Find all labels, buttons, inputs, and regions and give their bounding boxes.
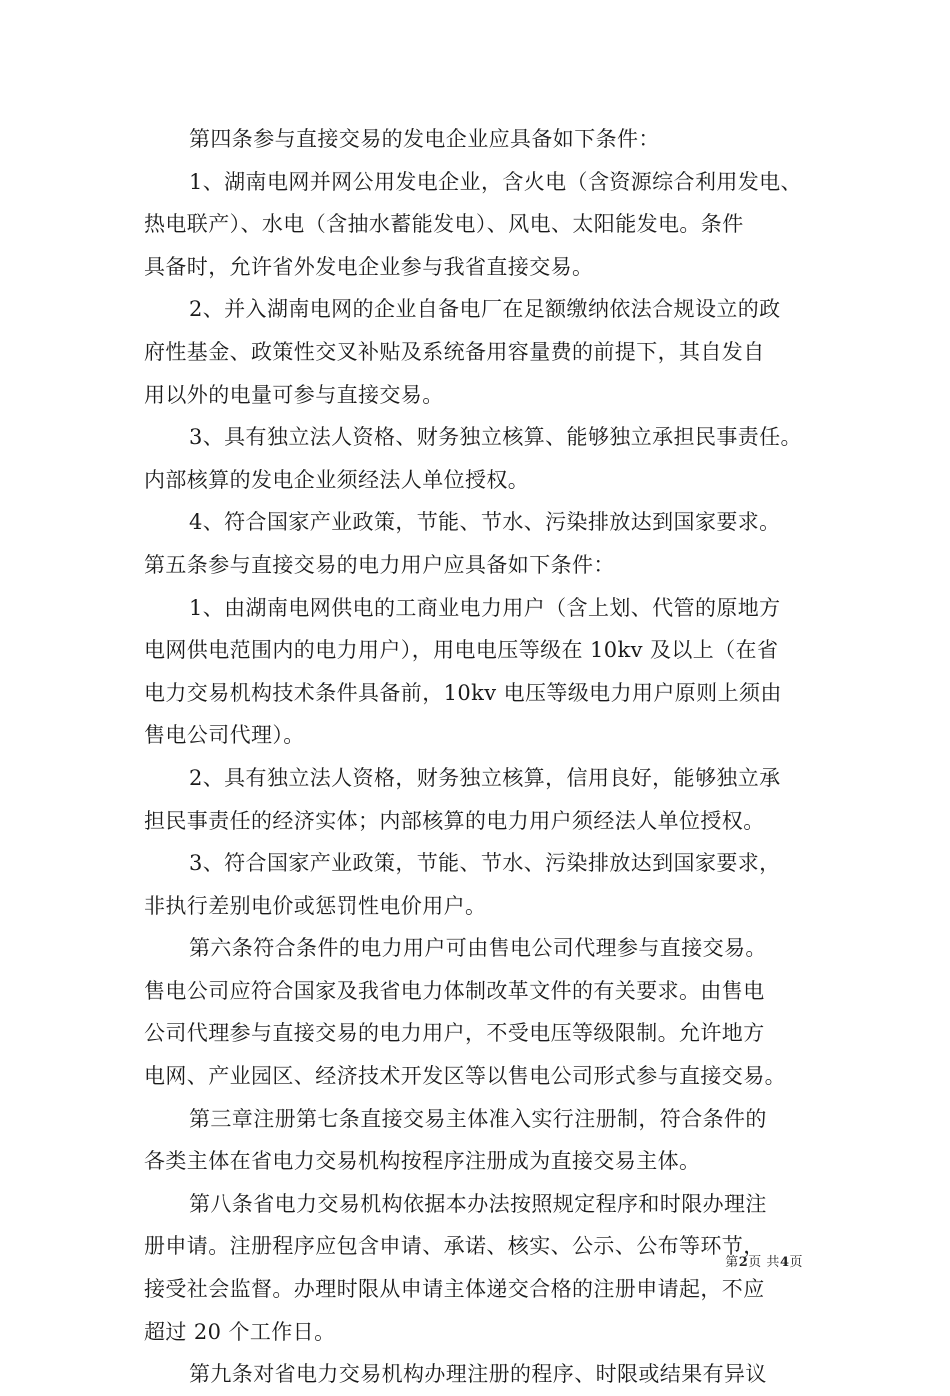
text-line: 府性基金、政策性交叉补贴及系统备用容量费的前提下，其自发自 (144, 339, 765, 364)
text-line: 第八条省电力交易机构依据本办法按照规定程序和时限办理注 (189, 1191, 767, 1216)
text-line: 电网供电范围内的电力用户），用电电压等级在 10kv 及以上（在省 (144, 638, 779, 663)
text-line: 册申请。注册程序应包含申请、承诺、核实、公示、公布等环节， (144, 1234, 765, 1259)
text-line: 热电联产）、水电（含抽水蓄能发电）、风电、太阳能发电。条件 (144, 212, 744, 237)
text-line: 担民事责任的经济实体；内部核算的电力用户须经法人单位授权。 (144, 808, 765, 833)
text-line: 电网、产业园区、经济技术开发区等以售电公司形式参与直接交易。 (144, 1064, 786, 1089)
text-line: 用以外的电量可参与直接交易。 (144, 382, 444, 407)
text-line: 第六条符合条件的电力用户可由售电公司代理参与直接交易。 (189, 936, 767, 961)
text-line: 超过 20 个工作日。 (144, 1319, 336, 1344)
total-page-number: 4 (779, 1255, 790, 1270)
text-line: 2、并入湖南电网的企业自备电厂在足额缴纳依法合规设立的政 (189, 297, 781, 322)
text-line: 3、符合国家产业政策，节能、节水、污染排放达到国家要求， (189, 851, 781, 876)
footer-middle: 页 共 (748, 1255, 780, 1270)
text-line: 3、具有独立法人资格、财务独立核算、能够独立承担民事责任。 (189, 425, 802, 450)
text-line: 1、由湖南电网供电的工商业电力用户（含上划、代管的原地方 (189, 595, 781, 620)
text-line: 4、符合国家产业政策，节能、节水、污染排放达到国家要求。 (189, 510, 781, 535)
footer-suffix: 页 (789, 1255, 803, 1270)
text-line: 2、具有独立法人资格，财务独立核算，信用良好，能够独立承 (189, 765, 781, 790)
text-line: 第四条参与直接交易的发电企业应具备如下条件： (189, 127, 660, 151)
text-line: 接受社会监督。办理时限从申请主体递交合格的注册申请起，不应 (144, 1277, 765, 1302)
text-line: 1、湖南电网并网公用发电企业，含火电（含资源综合利用发电、 (189, 169, 802, 194)
text-line: 第九条对省电力交易机构办理注册的程序、时限或结果有异议 (189, 1362, 767, 1387)
text-line: 第五条参与直接交易的电力用户应具备如下条件： (144, 552, 615, 577)
footer-prefix: 第 (725, 1255, 739, 1270)
text-line: 售电公司应符合国家及我省电力体制改革文件的有关要求。由售电 (144, 978, 765, 1003)
text-line: 电力交易机构技术条件具备前，10kv 电压等级电力用户原则上须由 (144, 680, 782, 705)
document-body (144, 118, 804, 1396)
text-line: 非执行差别电价或惩罚性电价用户。 (144, 893, 487, 918)
page-footer (0, 1251, 803, 1270)
text-line: 各类主体在省电力交易机构按程序注册成为直接交易主体。 (144, 1149, 701, 1174)
text-line: 具备时，允许省外发电企业参与我省直接交易。 (144, 254, 594, 279)
text-line: 第三章注册第七条直接交易主体准入实行注册制，符合条件的 (189, 1106, 767, 1131)
current-page-number: 2 (738, 1255, 749, 1270)
text-line: 公司代理参与直接交易的电力用户，不受电压等级限制。允许地方 (144, 1021, 765, 1046)
text-line: 内部核算的发电企业须经法人单位授权。 (144, 467, 530, 492)
text-line: 售电公司代理）。 (144, 723, 305, 748)
